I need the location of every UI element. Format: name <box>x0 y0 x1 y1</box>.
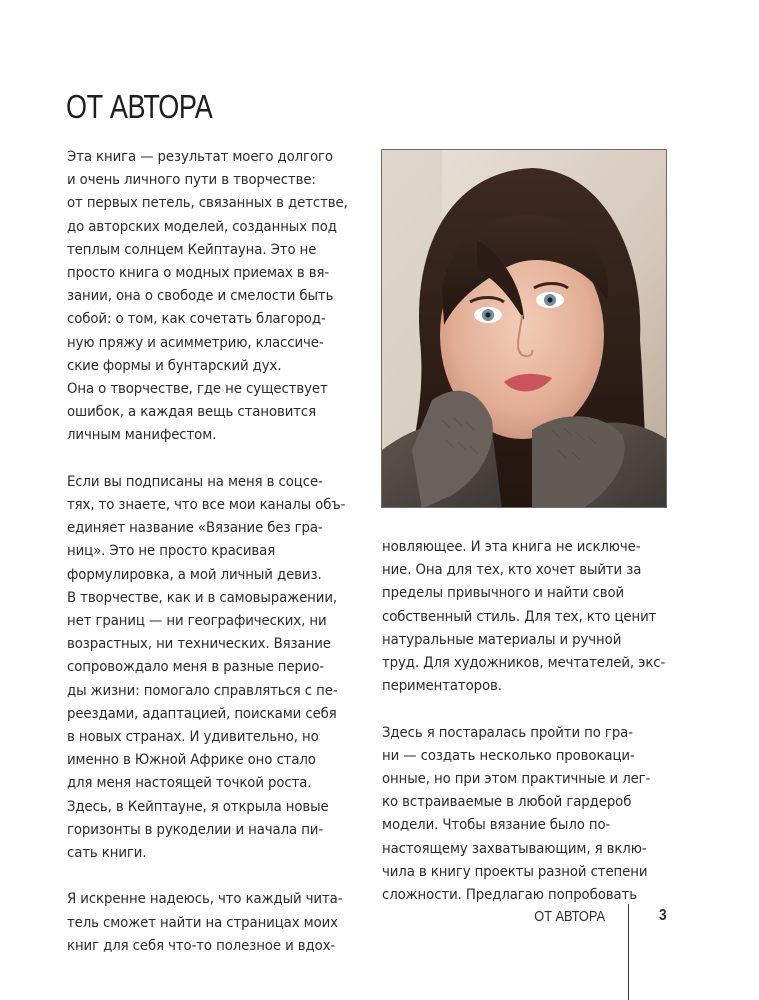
text-line: теплым солнцем Кейптауна. Это не <box>67 241 317 258</box>
text-line: сать книги. <box>67 845 147 862</box>
text-line: чила в книгу проекты разной степени <box>382 863 648 880</box>
text-line: ские формы и бунтарский дух. <box>67 357 282 374</box>
text-line: Она о творчестве, где не существует <box>67 381 328 398</box>
text-line: возрастных, ни технических. Вязание <box>67 636 331 653</box>
text-line: периментаторов. <box>382 678 502 695</box>
text-line: В творчестве, как и в самовыражении, <box>67 589 338 606</box>
page-title: ОТ АВТОРА <box>66 88 213 125</box>
text-line: сопровождало меня в разные перио- <box>67 659 325 676</box>
text-line: Здесь, в Кейптауне, я открыла новые <box>67 798 329 815</box>
text-line: книг для себя что-то полезное и вдох- <box>67 937 336 954</box>
text-line: реездами, адаптацией, поисками себя <box>67 705 337 722</box>
text-line: Здесь я постаралась пройти по гра- <box>382 724 633 741</box>
text-line: новляющее. И эта книга не исключе- <box>382 539 641 555</box>
text-line: тях, то знаете, что все мои каналы объ- <box>67 497 346 514</box>
text-line: натуральные материалы и ручной <box>382 631 622 648</box>
text-line: единяет название «Вязание без гра- <box>67 520 323 537</box>
text-line: для меня настоящей точкой роста. <box>67 775 312 792</box>
text-line: от первых петель, связанных в детстве, <box>67 195 348 212</box>
text-line: онные, но при этом практичные и лег- <box>382 771 651 788</box>
text-line: ды жизни: помогало справляться с пе- <box>67 682 338 699</box>
text-line: сложности. Предлагаю попробовать <box>382 887 637 904</box>
text-line: собой: о том, как сочетать благород- <box>67 311 326 328</box>
left-column <box>67 146 367 981</box>
text-line: именно в Южной Африке оно стало <box>67 752 316 769</box>
text-line: Эта книга — результат моего долгого <box>67 149 333 165</box>
text-line: Если вы подписаны на меня в соцсе- <box>67 473 323 490</box>
text-line: труд. Для художников, мечтателей, экс- <box>382 655 666 672</box>
right-column-paragraph <box>382 722 682 908</box>
footer-divider <box>628 904 629 1000</box>
text-line: ошибок, а каждая вещь становится <box>67 404 317 421</box>
text-line: зании, она о свободе и смелости быть <box>67 288 334 305</box>
text-line: просто книга о модных приемах в вя- <box>67 265 330 282</box>
text-line: ную пряжу и асимметрию, классиче- <box>67 334 324 351</box>
text-line: Я искренне надеюсь, что каждый чита- <box>67 891 343 908</box>
text-line: формулировка, а мой личный девиз. <box>67 566 322 583</box>
text-line: настоящему захватывающим, я вклю- <box>382 840 647 857</box>
left-column-paragraph <box>67 146 367 448</box>
text-line: собственный стиль. Для тех, кто ценит <box>382 608 657 625</box>
right-column <box>382 536 682 930</box>
text-line: модели. Чтобы вязание было по- <box>382 817 611 834</box>
text-line: нет границ — ни географических, ни <box>67 613 327 630</box>
text-line: и очень личного пути в творчестве: <box>67 172 316 189</box>
text-line: личным манифестом. <box>67 427 217 444</box>
right-column-paragraph <box>382 536 682 698</box>
page-number: 3 <box>659 907 667 924</box>
footer-section-title: ОТ АВТОРА <box>534 908 605 925</box>
text-line: пределы привычного и найти свой <box>382 585 625 602</box>
left-column-paragraph <box>67 471 367 865</box>
text-line: ко встраиваемые в любой гардероб <box>382 794 632 811</box>
text-line: тель сможет найти на страницах моих <box>67 914 338 931</box>
text-line: в новых странах. И удивительно, но <box>67 729 319 746</box>
text-line: горизонты в рукоделии и начала пи- <box>67 821 324 838</box>
text-line: ниц». Это не просто красивая <box>67 543 276 560</box>
text-line: до авторских моделей, созданных под <box>67 218 337 235</box>
author-portrait-photo <box>381 149 667 508</box>
text-line: ние. Она для тех, кто хочет выйти за <box>382 562 642 579</box>
text-line: ни — создать несколько провокаци- <box>382 747 635 764</box>
